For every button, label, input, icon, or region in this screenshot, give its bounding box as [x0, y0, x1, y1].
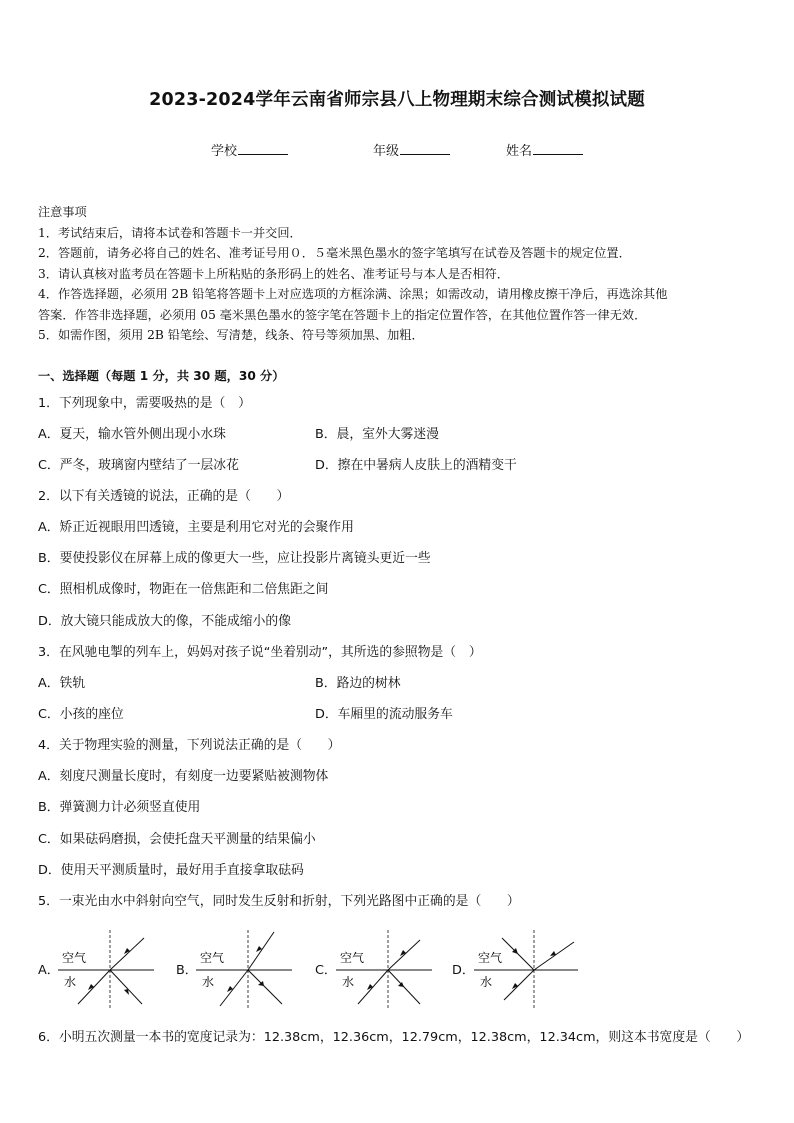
light-path-diagram-d[interactable]: [474, 928, 604, 1010]
question-5-option-d-label[interactable]: D．: [452, 963, 475, 978]
notice-heading: 注意事项: [38, 205, 87, 219]
air-label: 空气: [200, 951, 225, 965]
question-1-option-c[interactable]: C．严冬，玻璃窗内壁结了一层冰花: [38, 458, 239, 473]
question-3-option-b[interactable]: B．路边的树林: [315, 676, 401, 691]
question-4-option-a[interactable]: A．刻度尺测量长度时，有刻度一边要紧贴被测物体: [38, 769, 329, 784]
light-path-diagram-b[interactable]: [196, 928, 326, 1010]
question-5-option-b-label[interactable]: B．: [176, 963, 198, 978]
question-5-option-c-label[interactable]: C．: [315, 963, 337, 978]
light-path-diagram-a[interactable]: [58, 928, 188, 1010]
name-blank[interactable]: [533, 142, 583, 155]
page-title: 2023-2024学年云南省师宗县八上物理期末综合测试模拟试题: [149, 90, 645, 110]
water-label: 水: [342, 975, 355, 989]
question-2-option-a[interactable]: A．矫正近视眼用凹透镜，主要是利用它对光的会聚作用: [38, 520, 354, 535]
air-label: 空气: [340, 951, 365, 965]
question-4-stem: 4．关于物理实验的测量，下列说法正确的是（ ）: [38, 738, 341, 753]
water-label: 水: [480, 975, 493, 989]
school-blank[interactable]: [238, 142, 288, 155]
question-2-stem: 2．以下有关透镜的说法，正确的是（ ）: [38, 489, 290, 504]
student-info-fields: [0, 140, 794, 162]
question-3-option-c[interactable]: C．小孩的座位: [38, 707, 124, 722]
grade-field[interactable]: [373, 140, 450, 159]
notice-item: 1．考试结束后，请将本试卷和答题卡一并交回．: [38, 225, 302, 240]
notice-item: 2．答题前，请务必将自己的姓名、准考证号用０．５毫米黑色墨水的签字笔填写在试卷及答题卡的规定位置．: [38, 246, 631, 260]
question-2-option-d[interactable]: D．放大镜只能成放大的像，不能成缩小的像: [38, 614, 291, 629]
grade-blank[interactable]: [400, 142, 450, 155]
section-title: 一、选择题（每题 1 分，共 30 题，30 分）: [38, 369, 285, 383]
question-3-stem: 3．在风驰电掣的列车上，妈妈对孩子说“坐着别动”，其所选的参照物是（ ）: [38, 645, 482, 660]
name-label: 姓名: [506, 144, 533, 159]
question-1-stem: 1．下列现象中，需要吸热的是（ ）: [38, 396, 251, 411]
question-6-stem: 6．小明五次测量一本书的宽度记录为：12.38cm，12.36cm，12.79cm，12.38cm，12.34cm，则这本书宽度是（ ）: [38, 1030, 750, 1045]
question-3-option-d[interactable]: D．车厢里的流动服务车: [315, 707, 453, 722]
question-1-option-d[interactable]: D．擦在中暑病人皮肤上的酒精变干: [315, 458, 517, 473]
question-4-option-c[interactable]: C．如果砝码磨损，会使托盘天平测量的结果偏小: [38, 832, 316, 847]
school-field[interactable]: [211, 140, 288, 159]
question-1-option-a[interactable]: A．夏天，输水管外侧出现小水珠: [38, 427, 226, 442]
air-label: 空气: [62, 951, 87, 965]
question-5-option-a-label[interactable]: A．: [38, 963, 60, 978]
question-1-option-b[interactable]: B．晨，室外大雾迷漫: [315, 427, 439, 442]
grade-label: 年级: [373, 144, 400, 159]
question-2-option-b[interactable]: B．要使投影仪在屏幕上成的像更大一些，应让投影片离镜头更近一些: [38, 551, 431, 566]
notice-item: 5．如需作图，须用 2B 铅笔绘、写清楚，线条、符号等须加黑、加粗．: [38, 328, 424, 342]
school-label: 学校: [211, 144, 238, 159]
water-label: 水: [202, 975, 215, 989]
notice-block: [38, 202, 758, 346]
question-4-option-d[interactable]: D．使用天平测质量时，最好用手直接拿取砝码: [38, 863, 304, 878]
light-path-diagram-c[interactable]: [336, 928, 466, 1010]
notice-item: 答案．作答非选择题，必须用 05 毫米黑色墨水的签字笔在答题卡上的指定位置作答，在其他位置作答一律无效．: [38, 307, 647, 322]
air-label: 空气: [478, 951, 503, 965]
question-5-stem: 5．一束光由水中斜射向空气，同时发生反射和折射，下列光路图中正确的是（ ）: [38, 894, 520, 909]
question-3-option-a[interactable]: A．铁轨: [38, 676, 86, 691]
question-4-option-b[interactable]: B．弹簧测力计必须竖直使用: [38, 800, 201, 815]
water-label: 水: [64, 975, 77, 989]
question-2-option-c[interactable]: C．照相机成像时，物距在一倍焦距和二倍焦距之间: [38, 582, 329, 597]
name-field[interactable]: [506, 140, 583, 159]
notice-item: 3．请认真核对监考员在答题卡上所粘贴的条形码上的姓名、准考证号与本人是否相符．: [38, 266, 509, 281]
notice-item: 4．作答选择题，必须用 2B 铅笔将答题卡上对应选项的方框涂满、涂黑；如需改动，请用橡皮擦干净后，再选涂其他: [38, 287, 668, 301]
